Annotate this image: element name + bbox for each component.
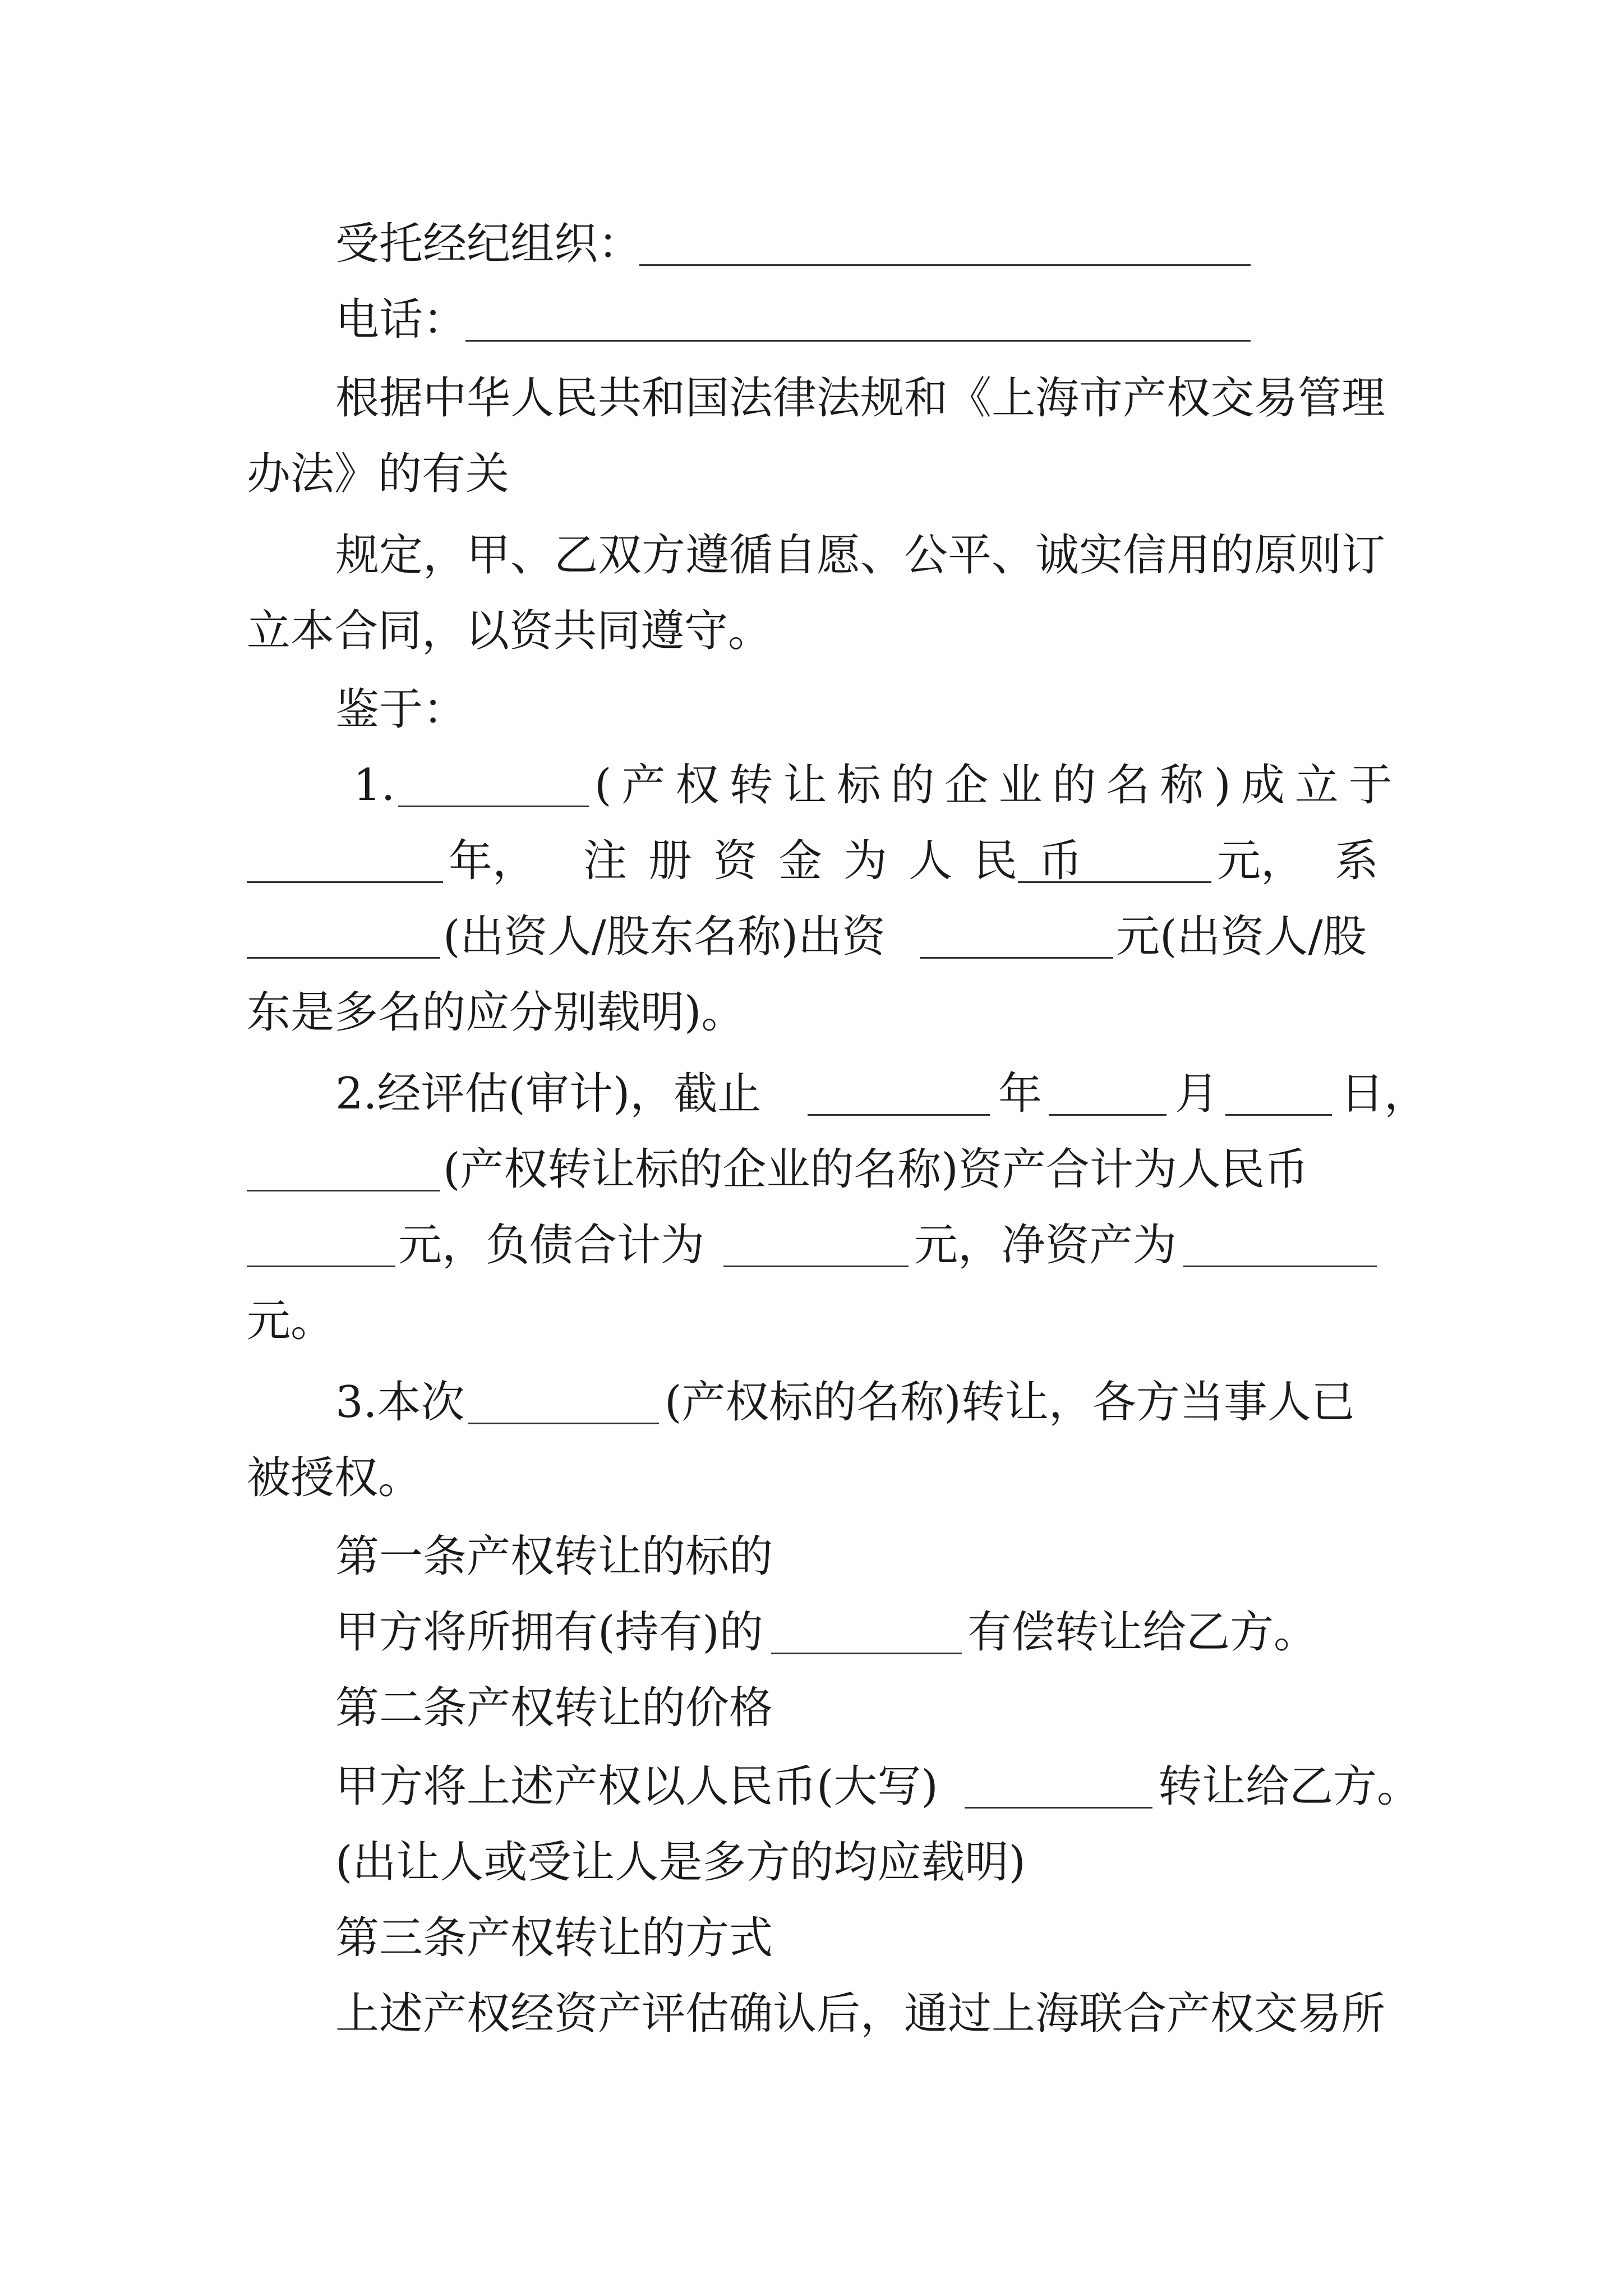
phone-label: 电话： (335, 295, 467, 345)
item1-blank-amount (920, 914, 1113, 959)
whereas-line (0, 670, 1623, 749)
item1-text-xi: 系 (1335, 836, 1379, 886)
article1-blank (771, 1610, 962, 1654)
item1-blank-capital (1018, 839, 1211, 883)
item2-text-b: (产权转让标的企业的名称)资产合计为人民币 (443, 1144, 1308, 1195)
article3-title-line (0, 1899, 1623, 1977)
item1-text-year: 年， (449, 836, 537, 886)
item3-text-b: 被授权。 (247, 1453, 422, 1503)
intro-line-2b (0, 592, 1623, 670)
item2-blank-day (1225, 1071, 1332, 1116)
article3-title: 第三条产权转让的方式 (335, 1913, 773, 1963)
item1-blank-company (398, 763, 589, 807)
item2-blank-company (247, 1147, 440, 1191)
item1-line-d (0, 973, 1623, 1052)
item2-blank-assets (247, 1223, 395, 1267)
item2-blank-year (808, 1071, 990, 1116)
item2-blank-month (1049, 1071, 1166, 1116)
agent-blank (639, 222, 1251, 266)
item2-text-a1: 2.经评估(审计)，截止 (335, 1069, 762, 1119)
item1-line-a (0, 746, 1623, 825)
whereas-label: 鉴于： (335, 684, 467, 735)
article1-text-b: 有偿转让给乙方。 (967, 1607, 1318, 1658)
article2-text-b: 转让给乙方。 (1158, 1761, 1421, 1812)
article2-title: 第二条产权转让的价格 (335, 1683, 773, 1733)
item2-text-year: 年 (998, 1069, 1043, 1119)
intro-text-2: 规定，甲、乙双方遵循自愿、公平、诚实信用的原则订 (335, 530, 1386, 581)
item3-text-a1: 3.本次 (335, 1377, 465, 1428)
article1-text-a: 甲方将所拥有(持有)的 (335, 1607, 763, 1658)
article3-body-line (0, 1975, 1623, 2053)
item2-text-net: 元，净资产为 (914, 1220, 1177, 1271)
item1-blank-investor (247, 914, 440, 959)
item1-text-a: (产权转让标的企业的名称)成立于 (594, 760, 1403, 811)
intro-line-2 (0, 516, 1623, 595)
intro-text-2b: 立本合同，以资共同遵守。 (247, 606, 772, 656)
article2-note-line (0, 1823, 1623, 1902)
item1-blank-year (247, 839, 443, 883)
article1-title-line (0, 1517, 1623, 1596)
article2-blank-price (965, 1764, 1152, 1809)
intro-line-1 (0, 359, 1623, 438)
phone-line (0, 280, 1623, 359)
item2-blank-liabilities (723, 1223, 909, 1267)
item2-line-d (0, 1282, 1623, 1360)
item1-line-b (0, 822, 1623, 900)
item2-text-day: 日， (1340, 1069, 1428, 1119)
article3-text: 上述产权经资产评估确认后，通过上海联合产权交易所 (335, 1989, 1386, 2039)
item1-text-capital: 注册资金为人民币 (583, 836, 1104, 886)
item3-blank-target (468, 1380, 659, 1424)
article2-text-a: 甲方将上述产权以人民币(大写) (335, 1761, 938, 1812)
intro-text-1b: 办法》的有关 (247, 449, 510, 499)
item2-line-c (0, 1206, 1623, 1285)
article1-body-line (0, 1593, 1623, 1672)
item3-line-b (0, 1439, 1623, 1517)
article1-title: 第一条产权转让的标的 (335, 1531, 773, 1582)
item1-text-investor: (出资人/股东名称)出资 (443, 912, 886, 962)
article2-title-line (0, 1669, 1623, 1747)
item1-line-c (0, 898, 1623, 976)
item1-text-yuan: 元， (1217, 836, 1305, 886)
intro-text-1: 根据中华人民共和国法律法规和《上海市产权交易管理 (335, 373, 1386, 424)
agent-label: 受托经纪组织： (335, 219, 642, 269)
agent-line (0, 205, 1623, 283)
article2-body-line (0, 1747, 1623, 1826)
item3-text-a2: (产权标的名称)转让，各方当事人已 (665, 1377, 1355, 1428)
item3-line-a (0, 1363, 1623, 1442)
item1-text-d: 东是多名的应分别载明)。 (247, 987, 745, 1038)
item1-text-amount: 元(出资人/股 (1116, 912, 1367, 962)
item2-line-a (0, 1055, 1623, 1133)
intro-line-1b (0, 435, 1623, 513)
article2-note: (出让人或受让人是多方的均应载明) (335, 1837, 1026, 1888)
phone-blank (465, 297, 1251, 342)
item2-text-liabilities: 元，负债合计为 (398, 1220, 705, 1271)
item2-text-month: 月 (1175, 1069, 1219, 1119)
item1-number: 1. (353, 760, 395, 811)
item2-text-d: 元。 (247, 1296, 335, 1346)
item2-line-b (0, 1130, 1623, 1209)
item2-blank-net (1183, 1223, 1377, 1267)
